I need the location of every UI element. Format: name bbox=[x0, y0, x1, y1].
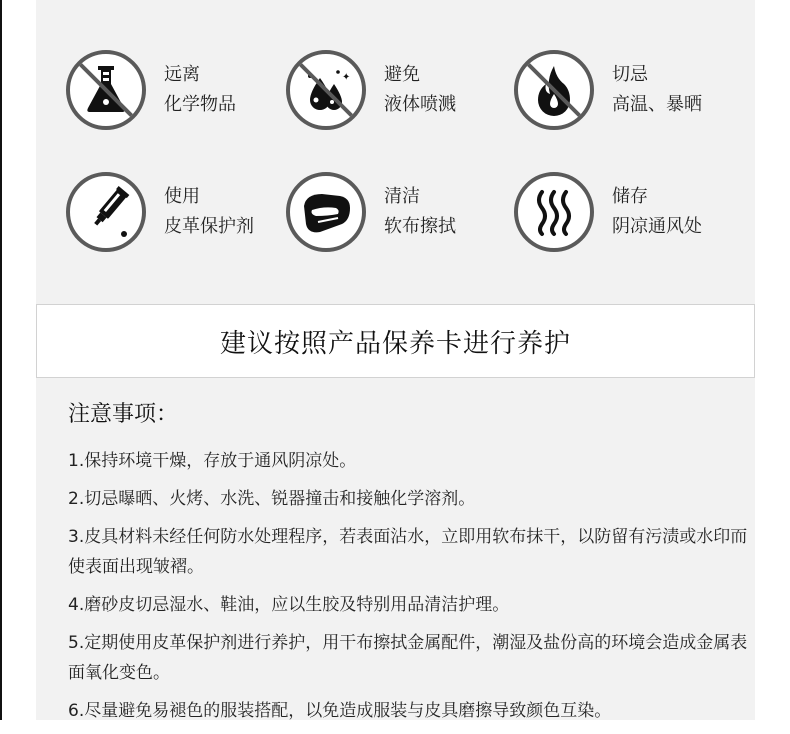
care-label-desc: 阴凉通风处 bbox=[612, 216, 702, 237]
soft-cloth-icon bbox=[286, 172, 366, 252]
notes-section bbox=[68, 400, 748, 734]
care-instructions-panel bbox=[36, 0, 755, 720]
care-item-storage bbox=[514, 172, 702, 252]
care-text-storage bbox=[612, 182, 702, 242]
care-card-banner: 建议按照产品保养卡进行养护 bbox=[36, 304, 755, 378]
notes-title: 注意事项： bbox=[68, 402, 179, 427]
care-label-title: 储存 bbox=[612, 186, 648, 207]
left-edge-line bbox=[0, 0, 2, 720]
care-icon-grid bbox=[66, 50, 746, 270]
care-item-fire bbox=[514, 50, 702, 130]
care-label-title: 使用 bbox=[164, 186, 200, 207]
note-item: 3.皮具材料未经任何防水处理程序，若表面沾水，立即用软布抹干，以防留有污渍或水印而使表面出现皱褶。 bbox=[68, 527, 748, 577]
care-text-cloth bbox=[384, 182, 456, 242]
heat-waves-icon bbox=[514, 172, 594, 252]
note-item: 4.磨砂皮切忌湿水、鞋油，应以生胶及特别用品清洁护理。 bbox=[68, 595, 510, 615]
care-label-title: 远离 bbox=[164, 64, 200, 85]
care-label-title: 避免 bbox=[384, 64, 420, 85]
no-fire-icon bbox=[514, 50, 594, 130]
no-chemicals-icon bbox=[66, 50, 146, 130]
care-label-title: 切忌 bbox=[612, 64, 648, 85]
note-item: 5.定期使用皮革保护剂进行养护，用干布擦拭金属配件，潮湿及盐份高的环境会造成金属表面氧化变色。 bbox=[68, 633, 748, 683]
care-text-liquid bbox=[384, 60, 456, 120]
care-item-protector bbox=[66, 172, 254, 252]
note-item: 2.切忌曝晒、火烤、水洗、锐器撞击和接触化学溶剂。 bbox=[68, 489, 476, 509]
care-label-desc: 化学物品 bbox=[164, 94, 236, 115]
care-item-liquid bbox=[286, 50, 456, 130]
care-label-desc: 液体喷溅 bbox=[384, 94, 456, 115]
care-label-title: 清洁 bbox=[384, 186, 420, 207]
care-label-desc: 软布擦拭 bbox=[384, 216, 456, 237]
care-text-chemicals bbox=[164, 60, 236, 120]
care-text-fire bbox=[612, 60, 702, 120]
care-item-cloth bbox=[286, 172, 456, 252]
svg-text:✦: ✦ bbox=[342, 72, 351, 83]
care-label-desc: 高温、暴晒 bbox=[612, 94, 702, 115]
care-item-chemicals bbox=[66, 50, 236, 130]
note-item: 6.尽量避免易褪色的服装搭配，以免造成服装与皮具磨擦导致颜色互染。 bbox=[68, 701, 612, 721]
care-text-protector bbox=[164, 182, 254, 242]
no-liquid-splash-icon bbox=[286, 50, 366, 130]
note-item: 1.保持环境干燥，存放于通风阴凉处。 bbox=[68, 451, 357, 471]
care-label-desc: 皮革保护剂 bbox=[164, 216, 254, 237]
leather-care-tube-icon bbox=[66, 172, 146, 252]
